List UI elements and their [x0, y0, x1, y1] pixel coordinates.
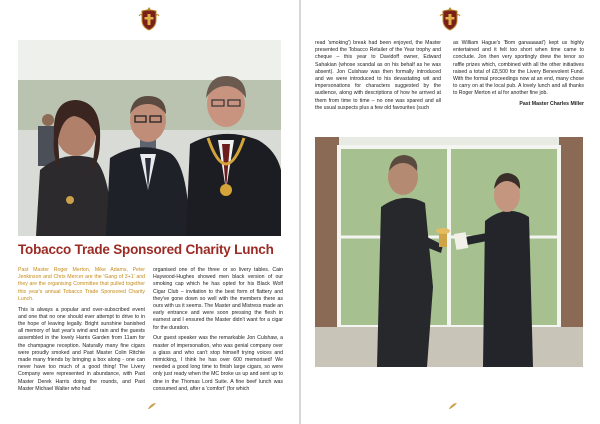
right-column-1: [315, 40, 441, 116]
article-heading: Tobacco Trade Sponsored Charity Lunch: [18, 242, 274, 257]
author-signoff: Past Master Charles Miller: [519, 101, 584, 108]
body-paragraph: read 'smoking') break had been enjoyed, the Master presented the Tobacco Retailer of the Year trophy and cheque – this year to Davidoff owner, Edward Sahakian (whose scandal as on his behalf as he was absent). Jon Culshaw was then formally introduced and we were introduced to his devastating wit and impersonations for characters suggested by the audience, along with descriptions of how he arrived at them from time to time – no one was spared and all the usual suspects plus a few old favourites (such: [315, 40, 441, 111]
left-page: [0, 0, 299, 424]
right-page: [301, 0, 600, 424]
right-column-2: [453, 40, 584, 112]
body-paragraph: Our guest speaker was the remarkable Jon Culshaw, a master of impersonation, who was genial company over a glass and who can't stop himself trying voices and mimicking, I think he has over 600 memorised! We needed a good long time to finish large cigars, so were only just ready when the MC broke us up and sent up to dine in the Thomas Lord Suite. A fine beef lunch was consumed and, after a 'comfort' (for which: [153, 335, 283, 392]
intro-paragraph: Past Master Roger Merton, Mike Adams, Peter Jenkinson and Chris Mercer are the 'Gang of 3+1' and they are the organising Committee that pulled together this year's annual Tobacco Trade Sponsored Charity Lunch.: [18, 267, 145, 302]
crest-icon: [439, 6, 461, 32]
body-paragraph: as William Hague's 'Bom ganaaaaat') kept us highly entertained and it felt too short when time came to conclude. Jon then very sportingly drew the tenor so raffle prizes which, combined with all the other initiatives raised a total of £8,500 for the Livery Benevolent Fund. With the formal proceedings now at an end, many chose to carry on at the local pub. A lovely lunch and all thanks to Roger Merton et al for another fine job.: [453, 40, 584, 97]
crest-icon: [138, 6, 160, 32]
quill-icon: [147, 402, 157, 410]
trophy-presentation-photo: [315, 137, 583, 367]
quill-icon: [448, 402, 458, 410]
left-column-1: [18, 267, 145, 396]
group-photo: [18, 40, 281, 236]
body-paragraph: organised one of the three or so livery tables. Cain Haywood-Hughes showed men black version of our smoking cap which he has opted for his Black Wolf Cigar Club – invitation to the best form of flattery and they've gone down so well with the members there as ours with us it seems. The Master and Mistress made an early entrance and were soon pressing the flesh in earnest and I ensured the Master didn't want for a cigar for the duration.: [153, 267, 283, 331]
left-column-2: [153, 267, 283, 396]
body-paragraph: This is always a popular and over-subscribed event and one that no one should ever attempt to drive to in the hope of leaving legally. Bright sunshine banished all memory of last year's wind and rain and the guests assembled in the lovely Harris Garden from 11am for the champagne reception. Naturally many fine cigars were proudly smoked and Past Master Colin Ritchie made many friends by bringing a box along - one can never have too much of a good thing! The Livery Company were represented in abundance, with Past Master Derek Harris doing the rounds, and Past Master Michael Walter who had: [18, 306, 145, 392]
